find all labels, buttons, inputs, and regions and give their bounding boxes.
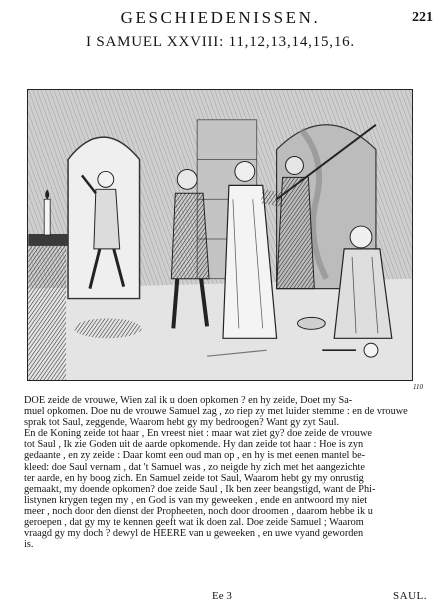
text-line: is. bbox=[24, 539, 34, 551]
running-head: GESCHIEDENISSEN. bbox=[120, 8, 321, 27]
text-line: DOE zeide de vrouwe, Wien zal ik u doen opkomen ? en hy zeide, Doet my Sa- bbox=[24, 395, 353, 406]
signature-mark: Ee 3 bbox=[212, 590, 232, 602]
text-line: gedaante , en zy zeide : Daar komt een oud man op , en hy is met eenen mantel be- bbox=[24, 450, 366, 462]
page-footer bbox=[0, 590, 441, 610]
text-line: tot Saul , Ik zie Goden uit de aarde opkomende. Hy dan zeide tot haar : Hoe is zyn bbox=[24, 439, 364, 451]
plate-number: 110 bbox=[413, 383, 423, 391]
page-header bbox=[0, 0, 441, 56]
page-number: 221 bbox=[412, 10, 433, 25]
text-line: listynen krygen tegen my , en God is van my geweeken , ende en antwoord my niet bbox=[24, 494, 368, 506]
text-line: geroepen , dat gy my te kennen geeft wat ik doen zal. Doe zeide Samuel ; Waarom bbox=[24, 517, 364, 529]
text-line: meer , noch door den dienst der Propheeten, noch door droomen , daarom hebbe ik u bbox=[24, 505, 373, 517]
text-line: kleed: doe Saul vernam , dat 't Samuel was , zo neigde hy zich met het aangezichte bbox=[24, 461, 365, 473]
engraving-illustration bbox=[27, 89, 413, 381]
engraving-artwork bbox=[28, 90, 412, 380]
text-line: sprak tot Saul, zeggende, Waarom hebt gy my bedroogen? Want gy zyt Saul. bbox=[24, 417, 340, 429]
text-line: muel opkomen. Doe nu de vrouwe Samuel zag , zo riep zy met luider stemme : en de vrouwe bbox=[24, 406, 408, 418]
text-line: ter aarde, en hy boog zich. En Samuel zeide tot Saul, Waarom hebt gy my onrustig bbox=[24, 472, 364, 484]
catchword: SAUL. bbox=[393, 590, 427, 602]
text-line: gemaakt, my doende opkomen? doe zeide Saul , Ik ben zeer beangstigd, want de Phi- bbox=[24, 483, 376, 495]
scripture-reference: I SAMUEL XXVIII: 11,12,13,14,15,16. bbox=[86, 34, 355, 50]
text-line: En de Koning zeide tot haar , En vreest niet : maar wat ziet gy? doe zeide de vrouwe bbox=[24, 428, 372, 440]
body-text bbox=[24, 395, 422, 550]
text-line: vraagd gy my doch ? dewyl de HEERE van u geweeken , en uwe vyand geworden bbox=[24, 528, 364, 540]
